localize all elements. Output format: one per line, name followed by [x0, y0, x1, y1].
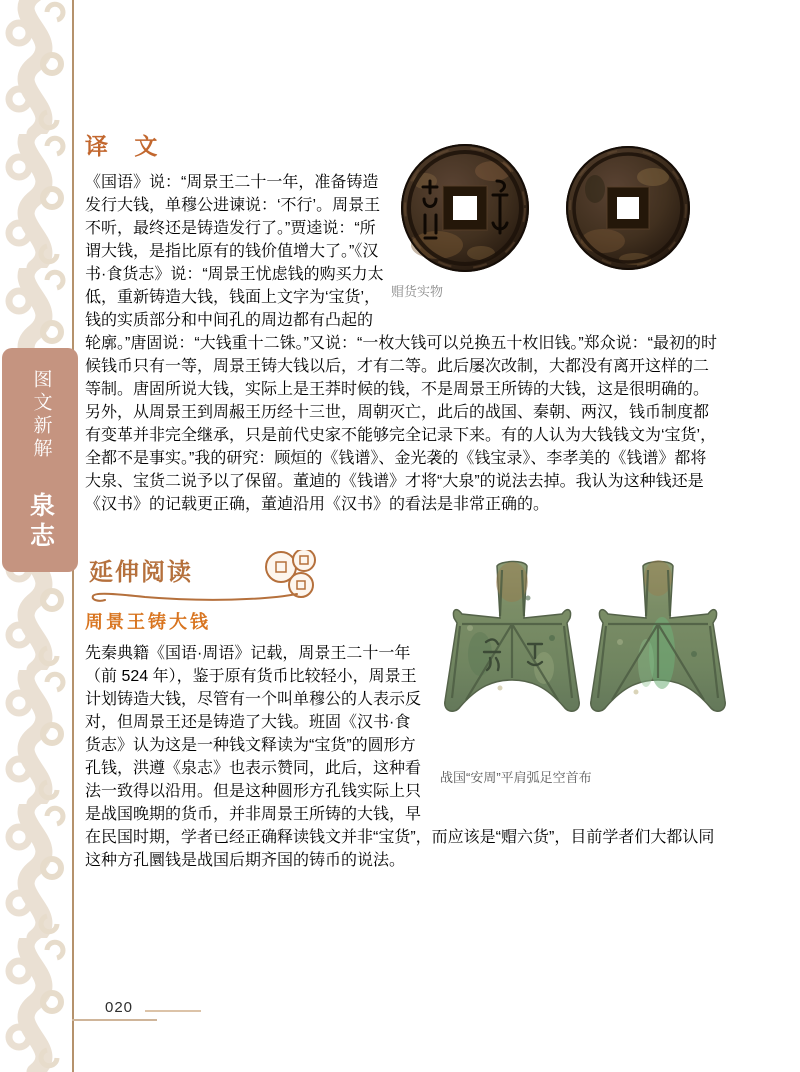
translation-body-text: 《国语》说：“周景王二十一年，准备铸造发行大钱，单穆公进谏说：‘不行’。周景王不听，最终还是铸造发行了。”贾逵说：“所谓大钱，是指比原有的钱价值增大了。”《汉书·食货志》说：“周景王忧虑钱的购买力太低，重新铸造大钱，钱面上文字为‘宝货’，钱的实质部分和中间孔的周边都有凸起的轮廓。”唐固说：“大钱重十二铢。”又说：“一枚大钱可以兑换五十枚旧钱。”郑众说：“最初的时候钱币只有一等，周景王铸大钱以后，才有二等。此后屡次改制，大都没有离开这样的二等制。唐固所说大钱，实际上是王莽时候的钱，不是周景王所铸的大钱，这是很明确的。另外，从周景王到周赧王历经十三世，周朝灭亡，此后的战国、秦朝、两汉，钱币制度都有变革并非完全继承，只是前代史家不能够完全记录下来。有的人认为大钱钱文为‘宝货’，全都不是事实。”我的研究：顾烜的《钱谱》、金光袭的《钱宝录》、李孝美的《钱谱》都将大泉、宝货二说予以了保留。董逌的《钱谱》才将“大泉”的说法去掉。我认为这种钱还是《汉书》的记载更正确，董逌沿用《汉书》的看法是非常正确的。	[85, 174, 717, 513]
sidebar-tab-text	[28, 369, 53, 552]
spade-coins-caption: 战国“安周”平肩弧足空首布	[440, 770, 592, 785]
coin-obverse	[401, 144, 529, 272]
page-number: 020	[105, 999, 134, 1016]
main-content	[85, 0, 721, 870]
series-title: 图文新解	[30, 368, 52, 461]
spade-coins-photo	[440, 558, 730, 763]
extended-reading-header	[85, 550, 345, 600]
extended-body-text: 先秦典籍《国语·周语》记载，周景王二十一年（前 524 年），鉴于原有货币比较轻小，周景王计划铸造大钱，尽管有一个叫单穆公的人表示反对，但周景王还是铸造了大钱。班固《汉书·食货志》认为这是一种钱文释读为“宝货”的圆形方孔钱，洪遵《泉志》也表示赞同，此后，这种看法一致得以沿用。但是这种圆形方孔钱实际上只是战国晚期的货币，并非周景王所铸的大钱，早在民国时期，学者已经正确释读钱文并非“宝货”，而应该是“赗六货”，目前学者们大都认同这种方孔圜钱是战国后期齐国的铸币的说法。	[85, 645, 715, 869]
coin-reverse	[566, 146, 690, 270]
sidebar-tab	[2, 348, 78, 572]
spade-reverse	[591, 560, 725, 711]
extended-reading-title: 延伸阅读	[89, 559, 193, 586]
spade-obverse	[445, 561, 579, 711]
article-subheading: 周景王铸大钱	[85, 612, 211, 632]
spade-coins-figure	[426, 640, 721, 815]
round-coins-figure	[385, 169, 721, 319]
footer-rule-long	[72, 1019, 157, 1021]
bronze-coins-photo	[385, 141, 705, 276]
book-title: 泉志	[26, 491, 55, 552]
translation-heading: 译 文	[85, 133, 168, 159]
round-coins-caption: 赗货实物	[391, 284, 444, 299]
footer-rule-short	[145, 1010, 201, 1012]
